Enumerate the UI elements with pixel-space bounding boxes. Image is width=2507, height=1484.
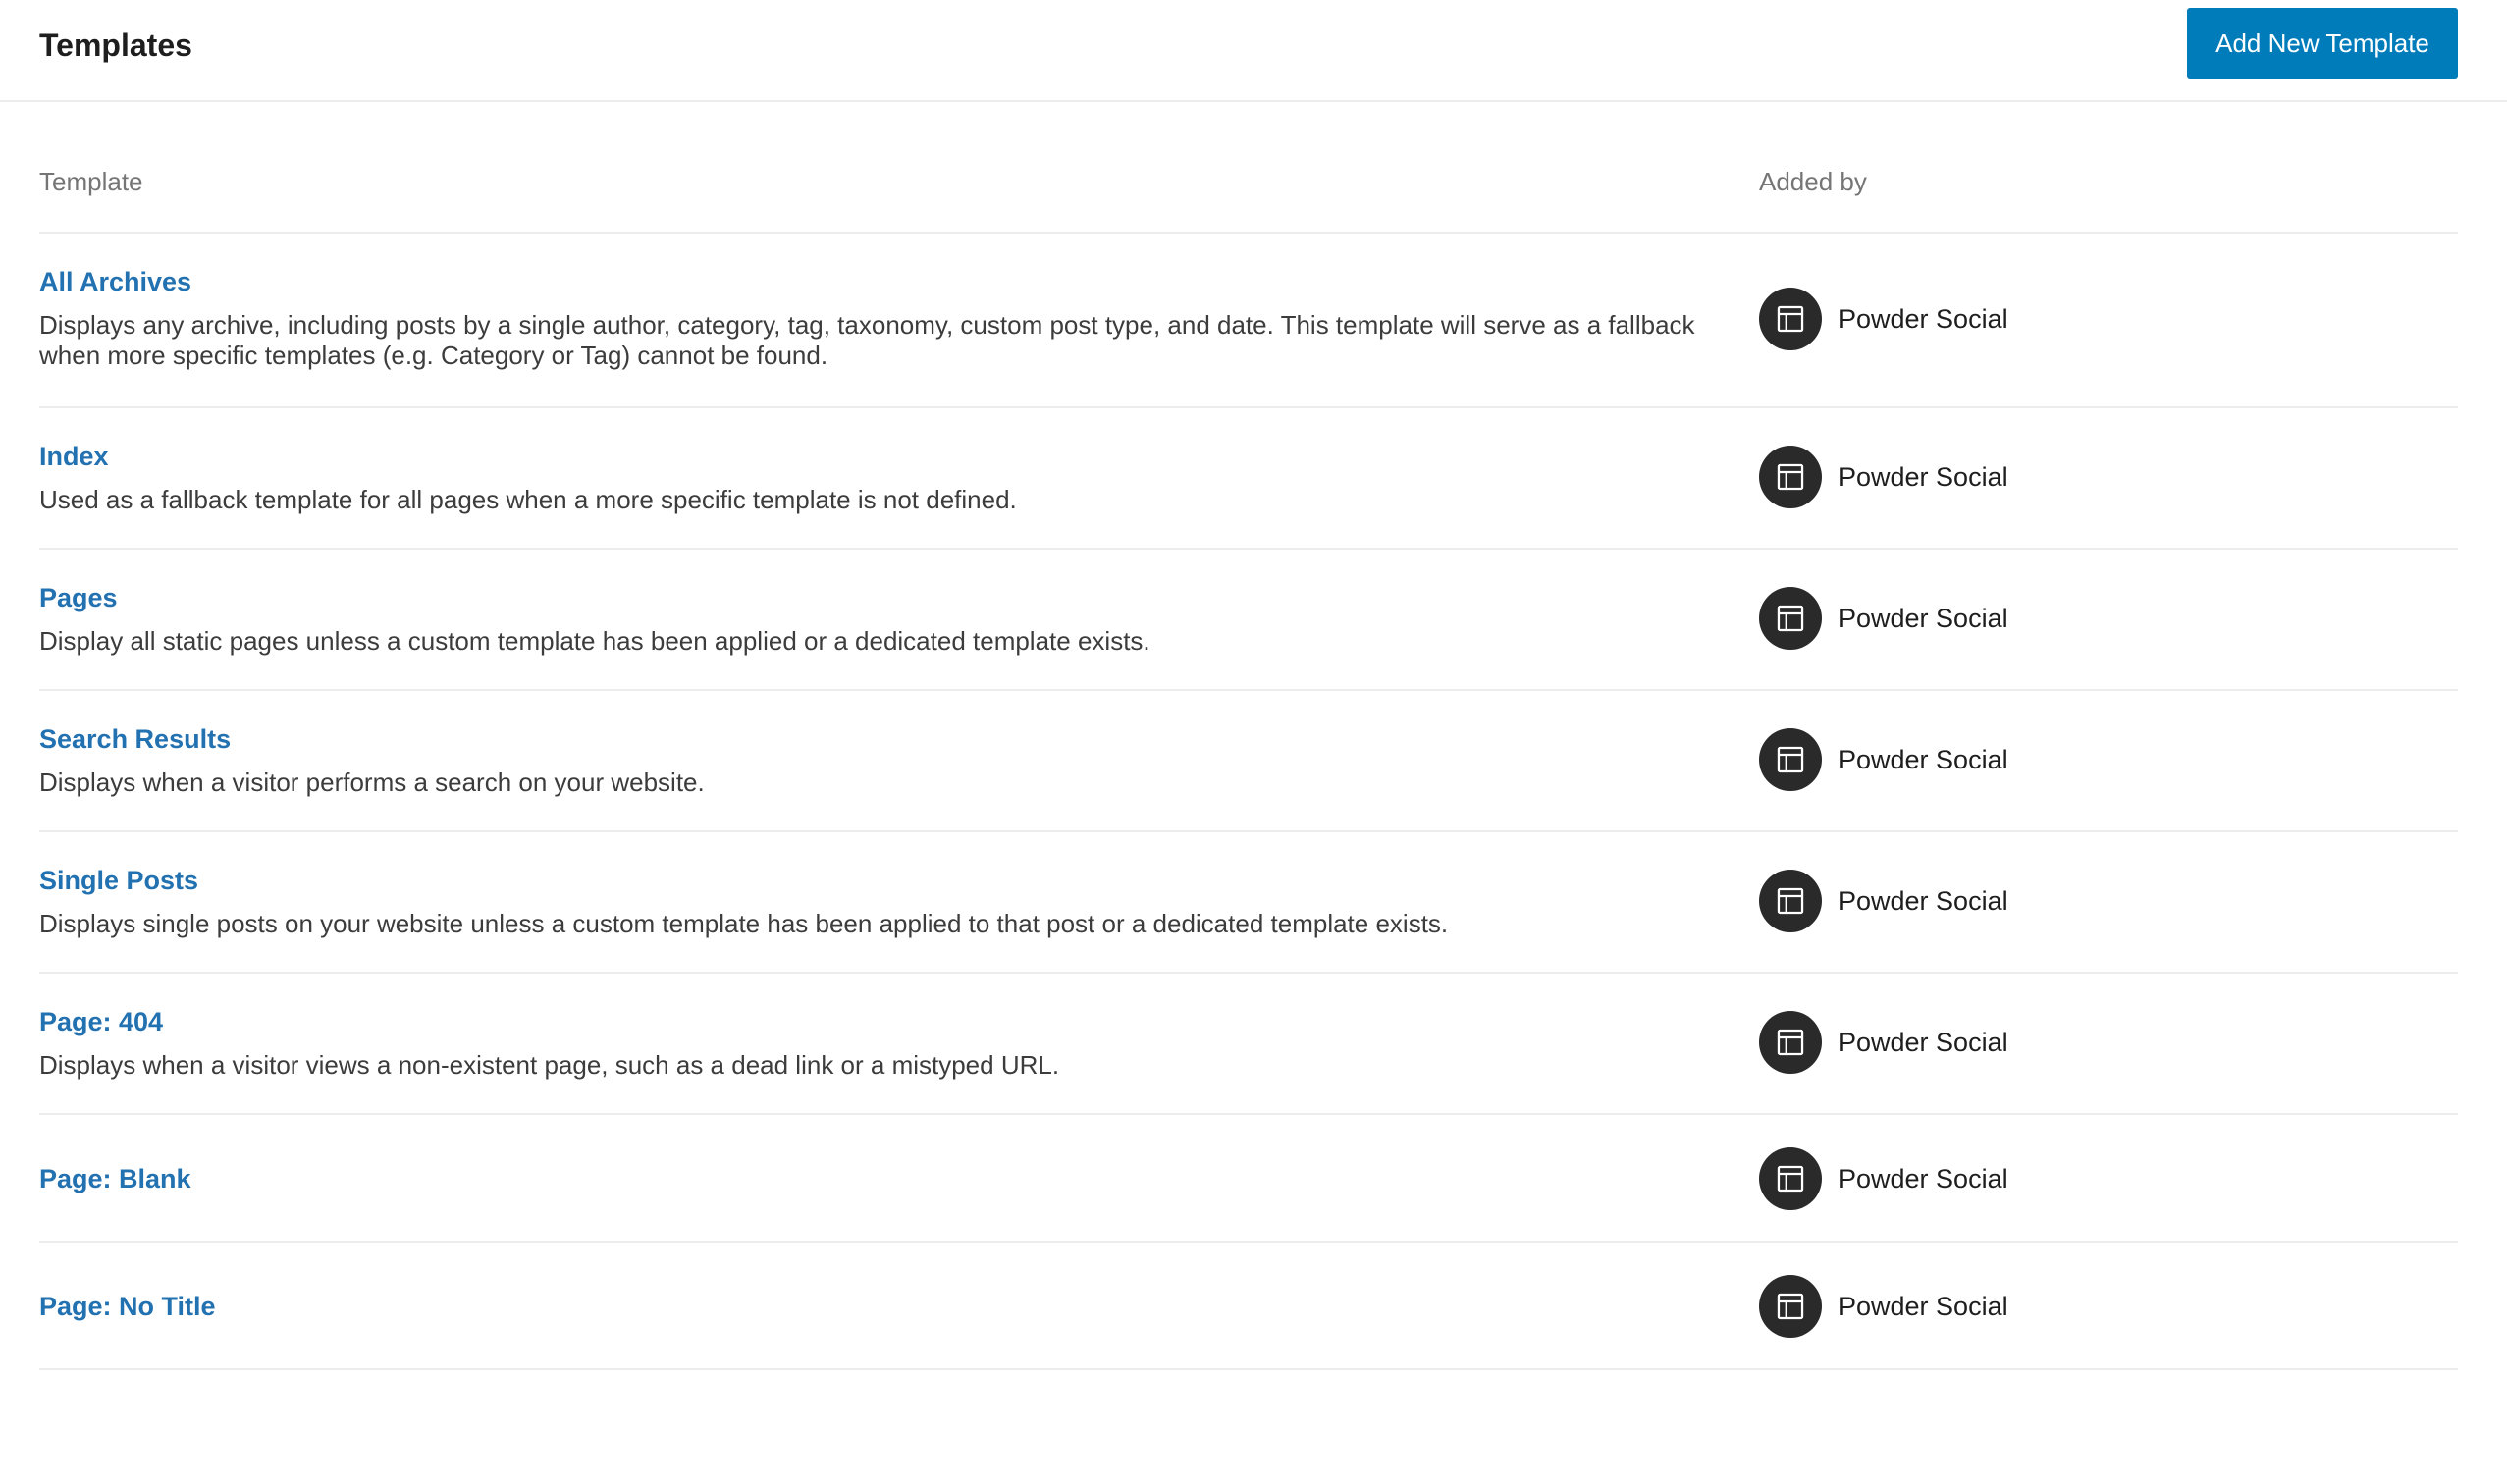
added-by-cell — [1759, 587, 2008, 650]
template-link-single-posts[interactable]: Single Posts — [39, 866, 199, 895]
templates-table — [39, 147, 2458, 1370]
template-link-all-archives[interactable]: All Archives — [39, 267, 192, 296]
added-by-cell — [1759, 1147, 2008, 1210]
table-row — [39, 832, 2458, 974]
avatar — [1759, 587, 1822, 650]
template-description: Displays when a visitor views a non-existent page, such as a dead link or a mistyped URL. — [39, 1050, 1060, 1080]
template-cell — [39, 722, 1728, 798]
template-cell — [39, 1162, 1728, 1195]
template-link-pages[interactable]: Pages — [39, 583, 118, 612]
added-by-cell — [1759, 1275, 2008, 1338]
author-name: Powder Social — [1839, 603, 2008, 633]
avatar — [1759, 1147, 1822, 1210]
avatar — [1759, 870, 1822, 932]
column-header-added-by: Added by — [1759, 167, 1867, 196]
added-by-cell — [1759, 728, 2008, 791]
avatar — [1759, 288, 1822, 350]
layout-icon — [1774, 743, 1807, 776]
author-name: Powder Social — [1839, 744, 2008, 774]
layout-icon — [1774, 302, 1807, 336]
table-header — [39, 147, 2458, 234]
layout-icon — [1774, 460, 1807, 494]
added-by-cell — [1759, 446, 2008, 508]
author-name: Powder Social — [1839, 1291, 2008, 1321]
template-description: Display all static pages unless a custom template has been applied or a dedicated template exists. — [39, 626, 1150, 656]
added-by-cell — [1759, 870, 2008, 932]
author-name: Powder Social — [1839, 1163, 2008, 1193]
layout-icon — [1774, 1290, 1807, 1323]
page-title: Templates — [39, 27, 192, 63]
template-link-page-blank[interactable]: Page: Blank — [39, 1164, 191, 1193]
table-row — [39, 550, 2458, 691]
author-name: Powder Social — [1839, 885, 2008, 916]
added-by-cell — [1759, 1011, 2008, 1074]
add-new-template-button[interactable]: Add New Template — [2187, 8, 2458, 79]
layout-icon — [1774, 602, 1807, 635]
layout-icon — [1774, 1026, 1807, 1059]
table-row — [39, 691, 2458, 832]
column-header-template: Template — [39, 167, 143, 196]
template-description: Displays single posts on your website unless a custom template has been applied to that post or a dedicated template exists. — [39, 909, 1449, 938]
template-cell — [39, 1290, 1728, 1323]
template-cell — [39, 440, 1728, 515]
template-link-page-404[interactable]: Page: 404 — [39, 1007, 164, 1036]
template-cell — [39, 581, 1728, 657]
layout-icon — [1774, 884, 1807, 918]
author-name: Powder Social — [1839, 1027, 2008, 1057]
template-cell — [39, 864, 1728, 939]
template-link-search-results[interactable]: Search Results — [39, 724, 232, 754]
table-row — [39, 234, 2458, 408]
table-row — [39, 1243, 2458, 1370]
template-cell — [39, 1005, 1728, 1081]
avatar — [1759, 1011, 1822, 1074]
table-row — [39, 408, 2458, 550]
layout-icon — [1774, 1162, 1807, 1195]
template-link-index[interactable]: Index — [39, 442, 109, 471]
template-description: Displays any archive, including posts by a single author, category, tag, taxonomy, custom post type, and date. This template will serve as a fallback when more specific templates (e.g. Category or Tag) cannot be found. — [39, 310, 1695, 370]
table-row — [39, 974, 2458, 1115]
template-link-page-no-title[interactable]: Page: No Title — [39, 1292, 216, 1321]
template-description: Displays when a visitor performs a search on your website. — [39, 768, 705, 797]
avatar — [1759, 446, 1822, 508]
avatar — [1759, 728, 1822, 791]
page-header — [0, 0, 2507, 102]
author-name: Powder Social — [1839, 303, 2008, 334]
table-row — [39, 1115, 2458, 1243]
avatar — [1759, 1275, 1822, 1338]
added-by-cell — [1759, 288, 2008, 350]
template-description: Used as a fallback template for all pages when a more specific template is not defined. — [39, 485, 1017, 514]
template-cell — [39, 265, 1728, 371]
author-name: Powder Social — [1839, 461, 2008, 492]
